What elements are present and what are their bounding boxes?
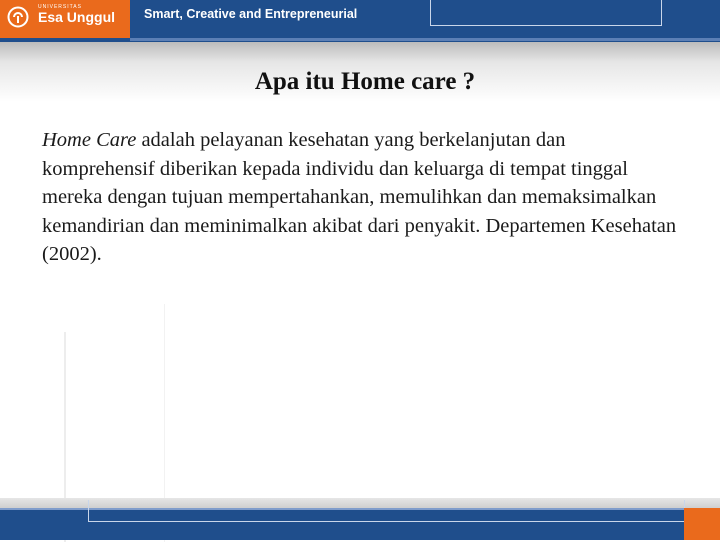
logo-name: Esa Unggul <box>38 9 116 25</box>
slide-title: Apa itu Home care ? <box>254 68 476 95</box>
tagline: Smart, Creative and Entrepreneurial <box>144 7 358 21</box>
header-divider <box>130 38 720 41</box>
footer-decor-frame <box>88 500 685 522</box>
footer-accent <box>684 508 720 540</box>
footer-bar <box>0 508 720 540</box>
content-panel <box>0 42 720 508</box>
logo-block <box>0 0 130 38</box>
slide-body <box>42 126 682 269</box>
header-decor-frame <box>430 0 662 26</box>
header-bar <box>0 0 720 42</box>
body-emphasis: Home Care <box>42 129 137 151</box>
body-content: adalah pelayanan kesehatan yang berkelanjutan dan komprehensif diberikan kepada individu dan keluarga di tempat tinggal mereka dengan tujuan mempertahankan, memulihkan dan memaksimalkan kemandirian dan meminimalkan akibat dari penyakit. Departemen Kesehatan (2002). <box>42 129 677 265</box>
logo-subtitle: UNIVERSITAS <box>38 4 82 10</box>
university-logo-icon <box>7 6 29 28</box>
